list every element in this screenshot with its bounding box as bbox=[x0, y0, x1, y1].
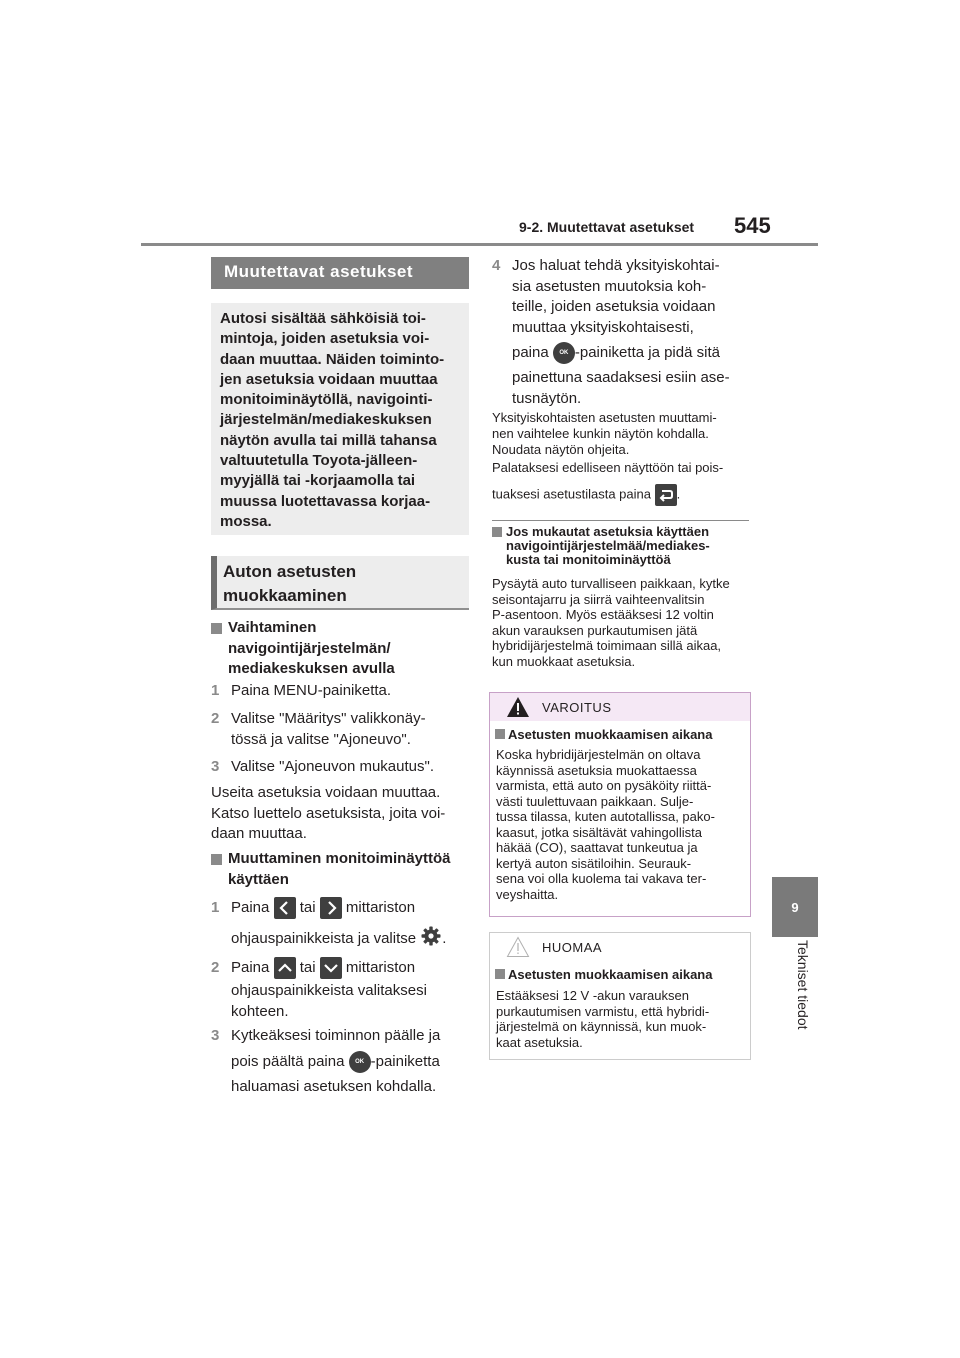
monitor-step-1: 1 Paina tai mittariston ohjauspainikkeista ja valitse . bbox=[211, 897, 446, 954]
header-rule bbox=[141, 243, 818, 246]
warning-heading: Asetusten muokkaamisen aikana bbox=[495, 727, 712, 743]
chevron-right-icon bbox=[320, 897, 342, 919]
monitor-step-3: 3 Kytkeäksesi toiminnon päälle ja pois päältä paina OK -painiketta haluamasi asetuksen kohdalla. bbox=[211, 1027, 441, 1095]
bullet-square bbox=[492, 527, 502, 537]
intro-box bbox=[211, 303, 469, 535]
step-2: 2 Valitse "Määritys" valikkonäy- tössä ja valitse "Ajoneuvo". bbox=[211, 710, 426, 748]
notice-heading: Asetusten muokkaamisen aikana bbox=[495, 967, 712, 983]
heading-auton-asetusten: Auton asetusten muokkaaminen bbox=[211, 556, 469, 610]
step-3: 3 Valitse "Ajoneuvon mukautus". bbox=[211, 758, 434, 775]
notice-title: HUOMAA bbox=[542, 940, 603, 955]
notice-body: Estääksesi 12 V -akun varauksen purkautumisen varmistu, että hybridi- järjestelmä on käynnissä, kun muok- kaat asetuksia. bbox=[496, 988, 710, 1050]
bullet-square bbox=[211, 854, 222, 865]
chevron-down-icon bbox=[320, 957, 342, 979]
section-banner bbox=[211, 257, 469, 289]
chapter-tab: 9 bbox=[772, 877, 818, 937]
note-detail-settings: Yksityiskohtaisten asetusten muuttami- nen vaihtelee kunkin näytön kohdalla. Noudata näytön ohjeita. bbox=[492, 410, 717, 457]
intro-text: Autosi sisältää sähköisiä toi- mintoja, joiden asetuksia voi- daan muuttaa. Näiden toiminto- jen asetuksia voidaan muuttaa monitoiminäytöllä, navigointi- järjestelmän/mediakeskuksen näytön avulla tai millä tahansa valtuutetulla Toyota-jälleen- myyjällä tai -korjaamolla tai muussa luotettavassa korjaa- mossa. bbox=[220, 310, 445, 530]
notice-box bbox=[489, 932, 751, 1060]
subheading-navigation: Vaihtaminen navigointijärjestelmän/ mediakeskuksen avulla bbox=[211, 618, 395, 680]
back-arrow-icon bbox=[655, 484, 677, 506]
ok-button-icon: OK bbox=[349, 1051, 371, 1073]
bullet-square bbox=[211, 623, 222, 634]
subheading-customize: Jos mukautat asetuksia käyttäen navigointijärjestelmää/mediakes- kusta tai monitoiminäyttöä bbox=[492, 525, 710, 567]
section-title: 9-2. Muutettavat asetukset bbox=[519, 219, 695, 235]
subsection-rule bbox=[492, 520, 749, 521]
paragraph-settings: Useita asetuksia voidaan muuttaa. Katso luettelo asetuksista, joita voi- daan muuttaa. bbox=[211, 784, 446, 842]
step-4: 4 Jos haluat tehdä yksityiskohtai- sia asetusten muutoksia koh- teille, joiden asetuksia voidaan muuttaa yksityiskohtaisesti, paina OK -painiketta ja pidä sitä painettuna saadaksesi esiin ase- tusnäytön. bbox=[492, 257, 730, 407]
page-number: 545 bbox=[734, 213, 771, 238]
section-banner-text: Muutettavat asetukset bbox=[224, 262, 414, 281]
ok-button-icon: OK bbox=[553, 342, 575, 364]
warning-body: Koska hybridijärjestelmän on oltava käynnissä asetuksia muokattaessa varmista, että auto on pysäköity riittä- västi tuulettuvaan paikkaan. Sulje- tussa tilassa, kuten autotallissa, pako- kaasut, jotka sisältävät vahingollista häkää (CO), saattavat tunkeutua ja kertyä auton sisätiloihin. Seurauk- sena voi olla kuolema tai vakava ter- veyshaitta. bbox=[496, 747, 715, 902]
customize-body: Pysäytä auto turvalliseen paikkaan, kytke seisontajarru ja siirrä vaihteenvalitsin P-asentoon. Myös estääksesi 12 voltin akun varauksen purkautumisen jätä hybridijärjestelmä toimimaan sillä aikaa, kun muokkaat asetuksia. bbox=[492, 576, 730, 669]
chevron-left-icon bbox=[274, 897, 296, 919]
notice-triangle-icon bbox=[506, 936, 530, 963]
gear-icon bbox=[420, 925, 442, 954]
monitor-step-2: 2 Paina tai mittariston ohjauspainikkeista valitaksesi kohteen. bbox=[211, 958, 427, 1020]
chevron-up-icon bbox=[274, 957, 296, 979]
note-return: Palataksesi edelliseen näyttöön tai pois- tuaksesi asetustilasta paina . bbox=[492, 460, 723, 508]
chapter-label: Tekniset tiedot bbox=[795, 940, 811, 1030]
warning-box bbox=[489, 692, 751, 917]
warning-header: VAROITUS bbox=[490, 693, 750, 721]
subheading-monitor: Muuttaminen monitoiminäyttöä käyttäen bbox=[211, 849, 451, 890]
step-1: 1 Paina MENU-painiketta. bbox=[211, 682, 392, 699]
warning-triangle-icon bbox=[506, 696, 530, 723]
